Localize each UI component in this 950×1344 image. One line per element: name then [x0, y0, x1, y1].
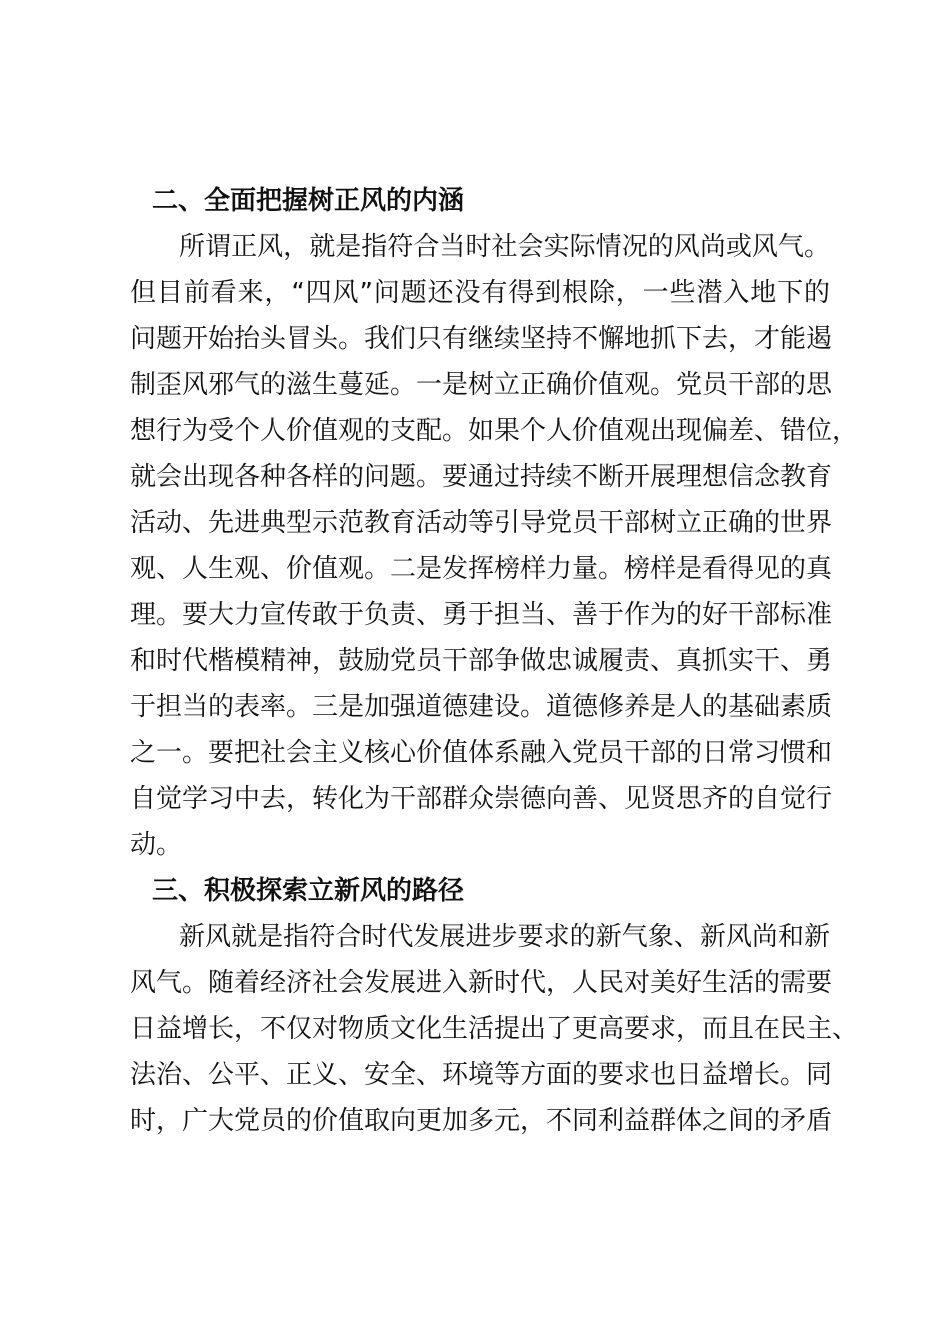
paragraph-line: 时，广大党员的价值取向更加多元，不同利益群体之间的矛盾	[130, 1106, 833, 1136]
paragraph-line: 制歪风邪气的滋生蔓延。一是树立正确价值观。党员干部的思	[130, 370, 833, 400]
paragraph-line: 日益增长，不仅对物质文化生活提出了更高要求，而且在民主、	[130, 1014, 859, 1044]
paragraph-line: 理。要大力宣传敢于负责、勇于担当、善于作为的好干部标准	[130, 600, 833, 630]
paragraph-line: 问题开始抬头冒头。我们只有继续坚持不懈地抓下去，才能遏	[130, 324, 833, 354]
paragraph-line: 想行为受个人价值观的支配。如果个人价值观出现偏差、错位，	[130, 416, 859, 446]
section-3-heading: 三、积极探索立新风的路径	[152, 876, 465, 906]
paragraph-line: 风气。随着经济社会发展进入新时代，人民对美好生活的需要	[130, 968, 833, 998]
paragraph-line: 动。	[130, 830, 183, 860]
paragraph-line: 和时代楷模精神，鼓励党员干部争做忠诚履责、真抓实干、勇	[130, 646, 833, 676]
paragraph-line: 法治、公平、正义、安全、环境等方面的要求也日益增长。同	[130, 1060, 833, 1090]
paragraph-line: 活动、先进典型示范教育活动等引导党员干部树立正确的世界	[130, 508, 833, 538]
section-2-heading: 二、全面把握树正风的内涵	[152, 186, 465, 216]
paragraph-line: 就会出现各种各样的问题。要通过持续不断开展理想信念教育	[130, 462, 833, 492]
paragraph-line: 自觉学习中去，转化为干部群众崇德向善、见贤思齐的自觉行	[130, 784, 833, 814]
paragraph-line: 所谓正风，就是指符合当时社会实际情况的风尚或风气。	[179, 232, 830, 262]
paragraph-line: 于担当的表率。三是加强道德建设。道德修养是人的基础素质	[130, 692, 833, 722]
paragraph-line: 新风就是指符合时代发展进步要求的新气象、新风尚和新	[179, 922, 830, 952]
paragraph-line: 但目前看来，“四风”问题还没有得到根除，一些潜入地下的	[130, 278, 830, 308]
paragraph-line: 之一。要把社会主义核心价值体系融入党员干部的日常习惯和	[130, 738, 833, 768]
paragraph-line: 观、人生观、价值观。二是发挥榜样力量。榜样是看得见的真	[130, 554, 833, 584]
